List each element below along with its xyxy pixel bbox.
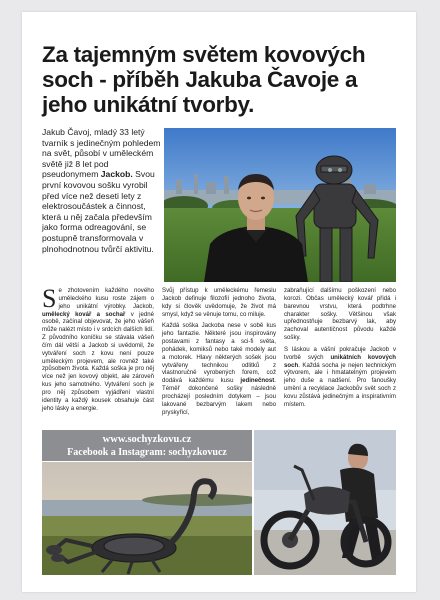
text-column-2: [162, 287, 276, 421]
photo-motorbike-sculpture: [254, 430, 396, 575]
contact-banner: [42, 430, 252, 461]
intro-name: Jackob.: [100, 169, 133, 180]
text-column-1: [42, 284, 154, 417]
col1-text-a: e zhotovením každého nového uměleckého kusu roste zájem o jeho unikátní výrobky. Jackob,: [58, 287, 154, 310]
intro-text-1: Jakub Čavoj, mladý 33 letý tvarník s jedinečným pohledem na svět, působí v uměleckém světě již 8 let pod pseudonymem: [42, 127, 161, 180]
col1-highlight: umělecký kovář a sochař: [42, 310, 126, 318]
col3-text-a: S láskou a vášní pokračuje Jackob v tvorbě svých: [284, 345, 396, 361]
col1-text-c: v jedné osobě, začínal objevovat, že jeho vášeň může nalézt místo i v srdcích dalších lidí. Z původního koníčku se stávala vášeň čím dál větší a Jackob si uvědomil, že vytváření soch z kovu není pouze uměleckým projevem, ale rovněž také způsobem života. Každá soška je pro něj více než jen kovový objekt, ale zároveň kus jeho samotného. Vytváření soch je pro něj způsobem vyjádření vlastní identity a každý kousek obsahuje část jeho lásky a energie.: [42, 310, 154, 412]
col2-text-a: Každá soška Jackoba nese v sobě kus jeho fantazie. Některé jsou inspirovány postavami z fantasy a sci-fi světa, pohádek, komiksů nebo také modely aut a motorek. Hlavy některých sošek jsou vytvářeny technikou odlitků z vlastnoručně vyrobených forem, což dodává každému kusu: [162, 322, 276, 385]
article-title: Za tajemným světem kovových soch - příběh Jakuba Čavoje a jeho unikátní tvorby.: [42, 42, 366, 117]
website-link[interactable]: www.sochyzkovu.cz: [102, 434, 192, 445]
col2-highlight: jedinečnost: [240, 377, 275, 385]
article-intro: [42, 127, 164, 254]
photo-scorpion-sculpture: [42, 462, 252, 575]
drop-cap: S: [42, 284, 57, 313]
intro-text-2: Svou první kovovou sošku vyrobil před více než deseti lety z elektrosoučástek a činnost, která u něj začala především jako forma odreagování, se postupně transformovala v plnohodnotnou tvůrčí aktivitu.: [42, 169, 155, 254]
magazine-page: [22, 12, 416, 592]
col3-paragraph-1: zabraňující dalšímu poškození nebo korozi. Občas umělecký kovář přidá i barevnou vrstvu, která podtrhne charakter sošky. Většinou však upřednostňuje bezbarvý lak, aby zachoval autentičnost původu každé sošky.: [284, 287, 396, 342]
col3-highlight: unikátních kovových soch: [284, 353, 396, 369]
text-column-3: [284, 287, 396, 413]
social-handle: Facebook a Instagram: sochyzkovucz: [67, 447, 227, 458]
col3-text-c: . Každá socha je nejen technickým výtvorem, ale i hmatatelným projevem jeho duše a nadšení. Pro fanoušky umění a recyklace Jackobův svět soch z kovu zůstává jedinečným a inspirativním místem.: [284, 361, 396, 408]
col2-text-c: . Téměř dokončené sošky následně procházejí posledním dotykem – jsou lakované bezbarvým lakem nebo pryskyřicí,: [162, 377, 276, 416]
photo-man-with-robot: [164, 128, 396, 282]
col2-paragraph-1: Svůj přístup k uměleckému řemeslu Jackob definuje filozofií jednoho života, kdy si člověk uvědomuje, že život má smysl, když se věnuje tomu, co miluje.: [162, 287, 276, 318]
